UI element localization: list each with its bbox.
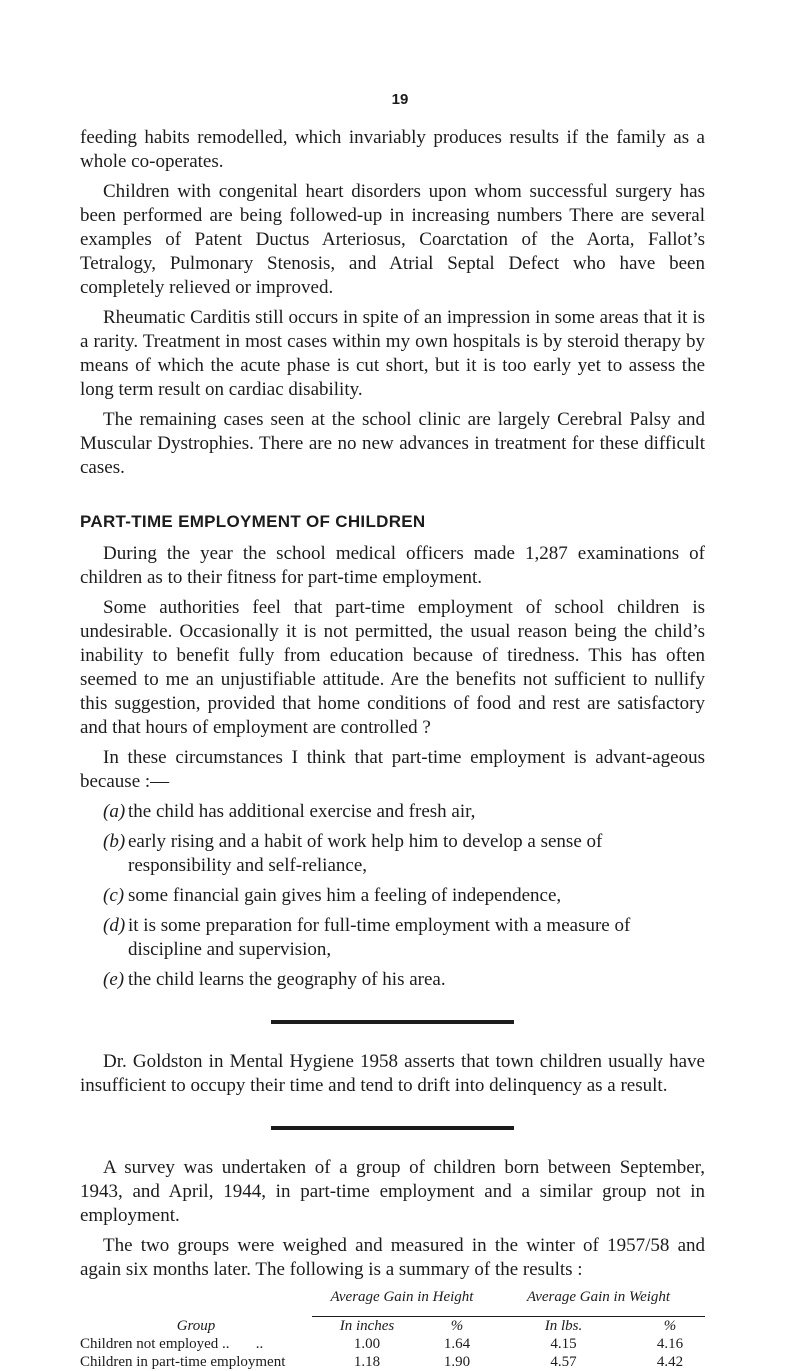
list-item	[80, 914, 705, 962]
paragraph: Rheumatic Carditis still occurs in spite of an impression in some areas that it is a rarity. Treatment in most cases within my own hospitals is by steroid therapy by means of which the acute phase is cut short, but it is too early yet to assess the long term result on cardiac disability.	[80, 307, 705, 400]
table-header-row	[80, 1317, 705, 1336]
results-table	[80, 1288, 705, 1371]
divider-rule	[271, 1020, 514, 1024]
table-span-row	[80, 1288, 705, 1317]
list-item	[80, 830, 705, 878]
list-item	[80, 800, 705, 824]
paragraph: feeding habits remodelled, which invariably produces results if the family as a whole co-operates.	[80, 127, 705, 172]
table-cell: Children in part-time employment	[80, 1354, 286, 1370]
list-label: (b)	[103, 831, 126, 852]
list-label: (d)	[103, 915, 126, 936]
paragraph: The two groups were weighed and measured in the winter of 1957/58 and again six months later. The following is a summary of the results :	[80, 1235, 705, 1280]
list-label: (c)	[103, 885, 125, 906]
list-item	[80, 884, 705, 908]
column-header: %	[450, 1318, 464, 1334]
list-text: some financial gain gives him a feeling of independence,	[128, 885, 562, 906]
benefits-list	[80, 800, 705, 992]
list-text: early rising and a habit of work help him to develop a sense of responsibility and self-reliance,	[128, 831, 603, 876]
paragraph: Children with congenital heart disorders upon whom successful surgery has been performed are being followed-up in increasing numbers There are several examples of Patent Ductus Arteriosus, Coarctation of the Aorta, Fallot’s Tetralogy, Pulmonary Stenosis, and Atrial Septal Defect who have been completely relieved or improved.	[80, 181, 705, 298]
table-cell: 4.16	[656, 1336, 684, 1352]
column-header: Group	[176, 1317, 216, 1334]
paragraph: The remaining cases seen at the school clinic are largely Cerebral Palsy and Muscular Dystrophies. There are no new advances in treatment for these difficult cases.	[80, 409, 705, 478]
table-cell: 1.90	[443, 1354, 471, 1370]
table-cell: 4.15	[550, 1336, 577, 1352]
table-cell: 4.42	[656, 1354, 684, 1370]
height-span-header: Average Gain in Height	[312, 1288, 492, 1317]
divider-rule	[271, 1126, 514, 1130]
paragraph: In these circumstances I think that part-time employment is advant-ageous because :—	[80, 747, 705, 792]
table-cell: 1.00	[353, 1336, 381, 1352]
list-text: it is some preparation for full-time employment with a measure of discipline and supervision,	[128, 915, 631, 960]
table-cell: 4.57	[550, 1354, 577, 1370]
weight-span-header: Average Gain in Weight	[492, 1288, 705, 1317]
column-header: In inches	[339, 1318, 395, 1334]
list-text: the child has additional exercise and fresh air,	[128, 801, 476, 822]
list-label: (e)	[103, 969, 125, 990]
page-content	[80, 126, 705, 1371]
paragraph: A survey was undertaken of a group of children born between September, 1943, and April, 1944, in part-time employment and a similar group not in employment.	[80, 1157, 705, 1226]
table-cell: Children not employed .. ..	[80, 1336, 264, 1352]
paragraph: Some authorities feel that part-time employment of school children is undesirable. Occasionally it is not permitted, the usual reason being the child’s inability to benefit fully from education because of tiredness. This has often seemed to me an unjustifiable attitude. Are the benefits not sufficient to nullify this suggestion, provided that home conditions of food and rest are satisfactory and that hours of employment are controlled ?	[80, 597, 705, 738]
table-cell: 1.64	[443, 1336, 471, 1352]
table-row	[80, 1353, 705, 1371]
table-cell: 1.18	[353, 1354, 381, 1370]
page-number: 19	[391, 91, 409, 108]
column-header: %	[663, 1318, 677, 1334]
list-text: the child learns the geography of his area.	[128, 969, 446, 990]
list-item	[80, 968, 705, 992]
section-heading: PART-TIME EMPLOYMENT OF CHILDREN	[80, 512, 426, 531]
paragraph: Dr. Goldston in Mental Hygiene 1958 asserts that town children usually have insufficient to occupy their time and tend to drift into delinquency as a result.	[80, 1051, 705, 1096]
column-header: In lbs.	[544, 1318, 583, 1334]
list-label: (a)	[103, 801, 126, 822]
paragraph: During the year the school medical officers made 1,287 examinations of children as to their fitness for part-time employment.	[80, 543, 705, 588]
table-row	[80, 1335, 705, 1353]
